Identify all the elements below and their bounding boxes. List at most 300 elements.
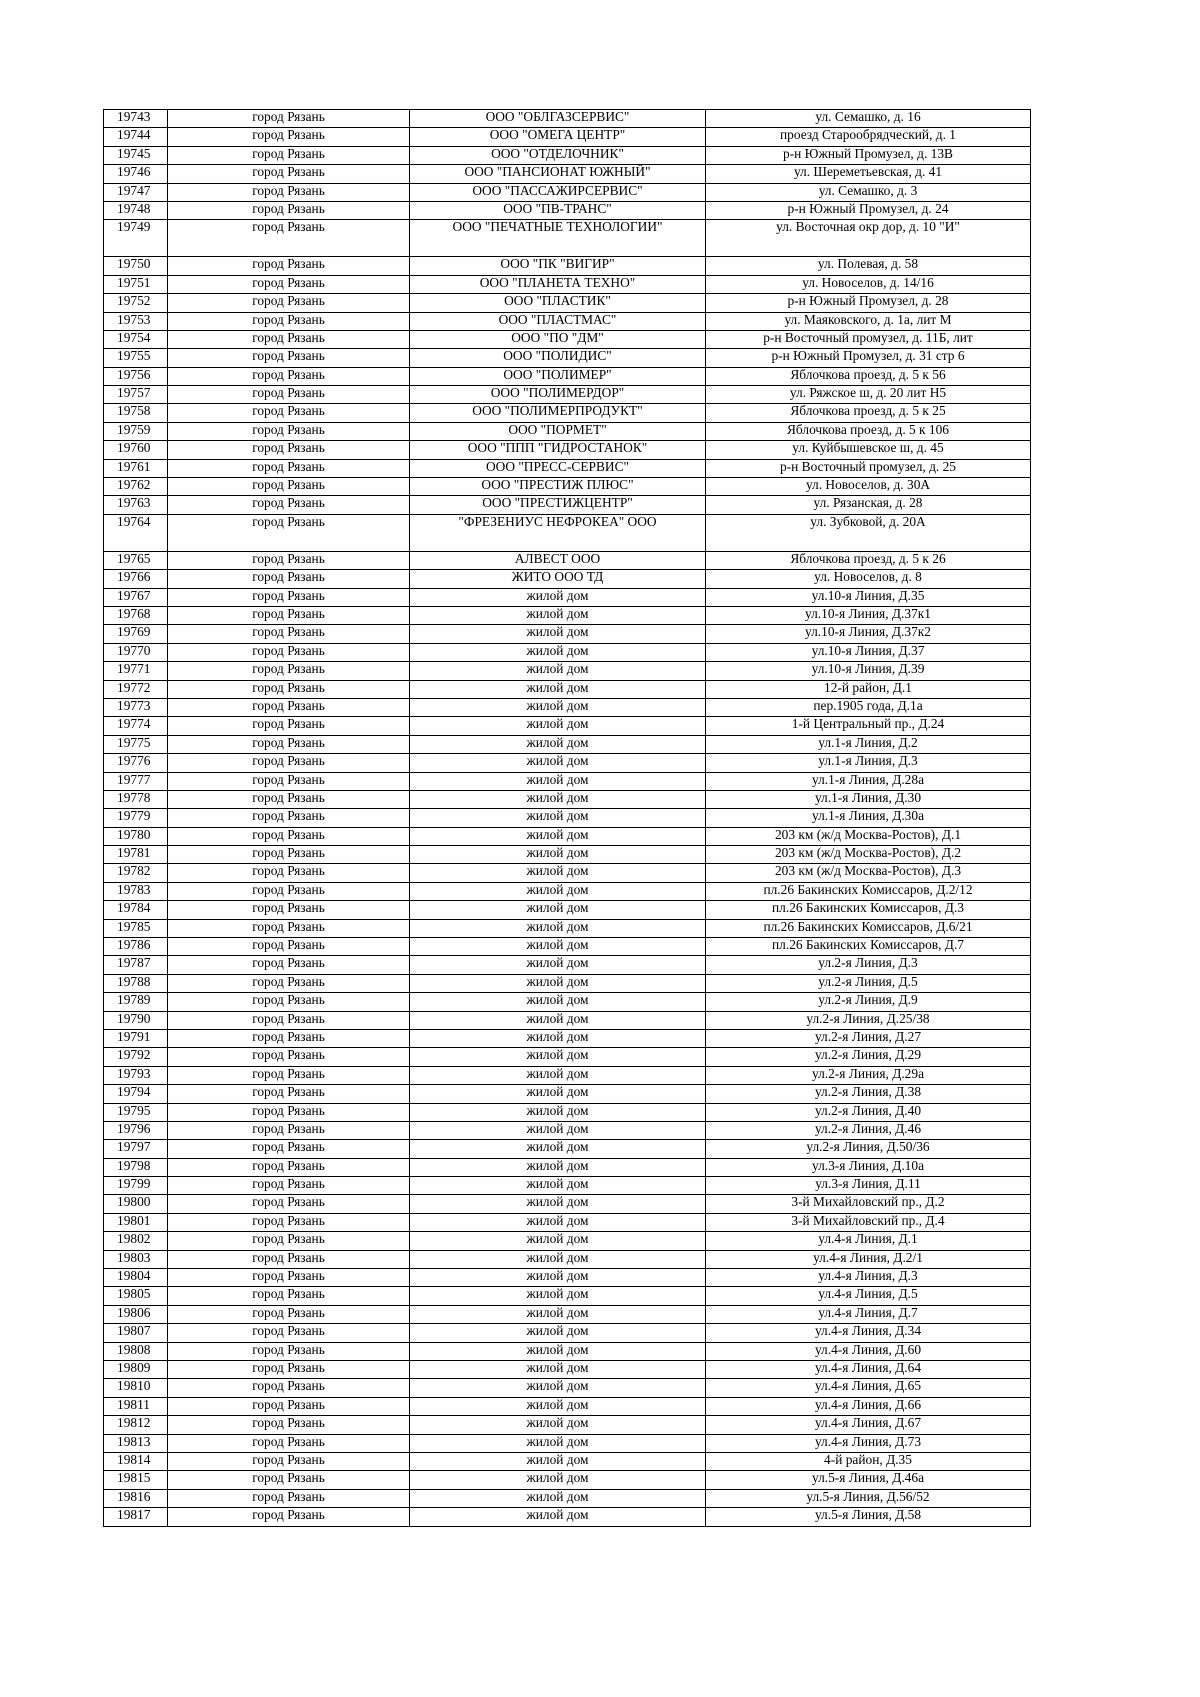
row-number: 19806	[104, 1305, 168, 1323]
city-cell: город Рязань	[168, 1011, 410, 1029]
address-cell: ул.5-я Линия, Д.56/52	[706, 1489, 1031, 1507]
row-number: 19745	[104, 146, 168, 164]
table-row	[104, 330, 1031, 348]
object-name-cell: жилой дом	[410, 790, 706, 808]
city-cell: город Рязань	[168, 1489, 410, 1507]
table-row	[104, 643, 1031, 661]
address-cell: р-н Южный Промузел, д. 24	[706, 201, 1031, 219]
address-cell: 203 км (ж/д Москва-Ростов), Д.3	[706, 864, 1031, 882]
table-row	[104, 827, 1031, 845]
row-number: 19753	[104, 312, 168, 330]
row-number: 19779	[104, 809, 168, 827]
table-row	[104, 514, 1031, 551]
object-name-cell: жилой дом	[410, 698, 706, 716]
city-cell: город Рязань	[168, 294, 410, 312]
row-number: 19769	[104, 625, 168, 643]
address-cell: р-н Южный Промузел, д. 13В	[706, 146, 1031, 164]
table-row	[104, 974, 1031, 992]
table-row	[104, 919, 1031, 937]
city-cell: город Рязань	[168, 1361, 410, 1379]
row-number: 19815	[104, 1471, 168, 1489]
object-name-cell: ООО "ПЕЧАТНЫЕ ТЕХНОЛОГИИ"	[410, 220, 706, 257]
table-row	[104, 478, 1031, 496]
city-cell: город Рязань	[168, 1140, 410, 1158]
city-cell: город Рязань	[168, 790, 410, 808]
city-cell: город Рязань	[168, 846, 410, 864]
city-cell: город Рязань	[168, 1103, 410, 1121]
row-number: 19782	[104, 864, 168, 882]
row-number: 19814	[104, 1452, 168, 1470]
row-number: 19781	[104, 846, 168, 864]
object-name-cell: жилой дом	[410, 717, 706, 735]
row-number: 19764	[104, 514, 168, 551]
address-cell: ул.4-я Линия, Д.73	[706, 1434, 1031, 1452]
row-number: 19795	[104, 1103, 168, 1121]
city-cell: город Рязань	[168, 496, 410, 514]
city-cell: город Рязань	[168, 974, 410, 992]
object-name-cell: "ФРЕЗЕНИУС НЕФРОКЕА" ООО	[410, 514, 706, 551]
object-name-cell: жилой дом	[410, 1121, 706, 1139]
table-row	[104, 680, 1031, 698]
address-cell: ул.4-я Линия, Д.65	[706, 1379, 1031, 1397]
city-cell: город Рязань	[168, 680, 410, 698]
object-name-cell: жилой дом	[410, 625, 706, 643]
address-cell: пл.26 Бакинских Комиссаров, Д.2/12	[706, 882, 1031, 900]
row-number: 19791	[104, 1029, 168, 1047]
object-name-cell: ООО "ОТДЕЛОЧНИК"	[410, 146, 706, 164]
row-number: 19761	[104, 459, 168, 477]
row-number: 19799	[104, 1177, 168, 1195]
object-name-cell: жилой дом	[410, 754, 706, 772]
table-row	[104, 404, 1031, 422]
table-row	[104, 146, 1031, 164]
address-cell: ул.1-я Линия, Д.3	[706, 754, 1031, 772]
city-cell: город Рязань	[168, 478, 410, 496]
city-cell: город Рязань	[168, 404, 410, 422]
address-cell: ул.4-я Линия, Д.5	[706, 1287, 1031, 1305]
row-number: 19811	[104, 1397, 168, 1415]
address-cell: ул.2-я Линия, Д.50/36	[706, 1140, 1031, 1158]
address-cell: Яблочкова проезд, д. 5 к 106	[706, 422, 1031, 440]
row-number: 19766	[104, 570, 168, 588]
row-number: 19808	[104, 1342, 168, 1360]
address-cell: пл.26 Бакинских Комиссаров, Д.3	[706, 901, 1031, 919]
object-name-cell: ООО "ПРЕСТИЖ ПЛЮС"	[410, 478, 706, 496]
city-cell: город Рязань	[168, 1232, 410, 1250]
table-row	[104, 496, 1031, 514]
object-name-cell: жилой дом	[410, 1195, 706, 1213]
table-row	[104, 625, 1031, 643]
row-number: 19797	[104, 1140, 168, 1158]
table-row	[104, 735, 1031, 753]
address-cell: ул.3-я Линия, Д.11	[706, 1177, 1031, 1195]
table-row	[104, 606, 1031, 624]
table-row	[104, 901, 1031, 919]
city-cell: город Рязань	[168, 1471, 410, 1489]
object-name-cell: ООО "ПАНСИОНАТ ЮЖНЫЙ"	[410, 165, 706, 183]
address-cell: ул.2-я Линия, Д.3	[706, 956, 1031, 974]
object-name-cell: жилой дом	[410, 1379, 706, 1397]
object-name-cell: жилой дом	[410, 938, 706, 956]
address-cell: ул.10-я Линия, Д.35	[706, 588, 1031, 606]
address-cell: ул.2-я Линия, Д.38	[706, 1085, 1031, 1103]
table-row	[104, 1158, 1031, 1176]
object-name-cell: жилой дом	[410, 1416, 706, 1434]
address-cell: ул.1-я Линия, Д.2	[706, 735, 1031, 753]
address-cell: ул.1-я Линия, Д.28а	[706, 772, 1031, 790]
city-cell: город Рязань	[168, 919, 410, 937]
city-cell: город Рязань	[168, 1085, 410, 1103]
city-cell: город Рязань	[168, 1305, 410, 1323]
table-row	[104, 1305, 1031, 1323]
object-name-cell: жилой дом	[410, 882, 706, 900]
table-row	[104, 349, 1031, 367]
city-cell: город Рязань	[168, 165, 410, 183]
object-name-cell: ООО "ОБЛГАЗСЕРВИС"	[410, 110, 706, 128]
address-cell: ул.4-я Линия, Д.7	[706, 1305, 1031, 1323]
city-cell: город Рязань	[168, 735, 410, 753]
address-cell: ул.4-я Линия, Д.1	[706, 1232, 1031, 1250]
city-cell: город Рязань	[168, 772, 410, 790]
address-cell: 4-й район, Д.35	[706, 1452, 1031, 1470]
table-row	[104, 938, 1031, 956]
table-row	[104, 1508, 1031, 1526]
table-row	[104, 1121, 1031, 1139]
table-row	[104, 1213, 1031, 1231]
table-row	[104, 1416, 1031, 1434]
address-cell: ул. Новоселов, д. 30А	[706, 478, 1031, 496]
row-number: 19758	[104, 404, 168, 422]
table-row	[104, 1103, 1031, 1121]
row-number: 19794	[104, 1085, 168, 1103]
row-number: 19792	[104, 1048, 168, 1066]
address-cell: ул. Куйбышевское ш, д. 45	[706, 441, 1031, 459]
address-cell: ул. Новоселов, д. 8	[706, 570, 1031, 588]
address-cell: ул.4-я Линия, Д.60	[706, 1342, 1031, 1360]
table-row	[104, 201, 1031, 219]
table-row	[104, 1434, 1031, 1452]
city-cell: город Рязань	[168, 1177, 410, 1195]
table-row	[104, 993, 1031, 1011]
address-cell: ул.4-я Линия, Д.3	[706, 1269, 1031, 1287]
row-number: 19772	[104, 680, 168, 698]
object-name-cell: жилой дом	[410, 735, 706, 753]
address-cell: 3-й Михайловский пр., Д.4	[706, 1213, 1031, 1231]
table-row	[104, 1287, 1031, 1305]
object-name-cell: жилой дом	[410, 1158, 706, 1176]
object-name-cell: жилой дом	[410, 1029, 706, 1047]
row-number: 19784	[104, 901, 168, 919]
row-number: 19802	[104, 1232, 168, 1250]
table-row	[104, 570, 1031, 588]
table-row	[104, 1029, 1031, 1047]
object-name-cell: жилой дом	[410, 1342, 706, 1360]
table-row	[104, 128, 1031, 146]
city-cell: город Рязань	[168, 1508, 410, 1526]
object-name-cell: ООО "ПОЛИМЕРПРОДУКТ"	[410, 404, 706, 422]
address-cell: ул.1-я Линия, Д.30	[706, 790, 1031, 808]
address-cell: ул.3-я Линия, Д.10а	[706, 1158, 1031, 1176]
table-row	[104, 1011, 1031, 1029]
table-row	[104, 1324, 1031, 1342]
table-row	[104, 1452, 1031, 1470]
table-row	[104, 1232, 1031, 1250]
city-cell: город Рязань	[168, 882, 410, 900]
row-number: 19817	[104, 1508, 168, 1526]
object-name-cell: жилой дом	[410, 827, 706, 845]
table-row	[104, 165, 1031, 183]
address-cell: ул. Маяковского, д. 1а, лит М	[706, 312, 1031, 330]
object-name-cell: ООО "ПАССАЖИРСЕРВИС"	[410, 183, 706, 201]
row-number: 19743	[104, 110, 168, 128]
row-number: 19765	[104, 551, 168, 569]
city-cell: город Рязань	[168, 901, 410, 919]
table-row	[104, 1397, 1031, 1415]
table-row	[104, 717, 1031, 735]
city-cell: город Рязань	[168, 938, 410, 956]
table-row	[104, 698, 1031, 716]
row-number: 19744	[104, 128, 168, 146]
table-row	[104, 1250, 1031, 1268]
address-cell: 3-й Михайловский пр., Д.2	[706, 1195, 1031, 1213]
object-name-cell: ООО "ПО "ДМ"	[410, 330, 706, 348]
table-row	[104, 846, 1031, 864]
city-cell: город Рязань	[168, 754, 410, 772]
address-cell: р-н Восточный промузел, д. 11Б, лит	[706, 330, 1031, 348]
city-cell: город Рязань	[168, 1379, 410, 1397]
address-cell: ул.10-я Линия, Д.39	[706, 662, 1031, 680]
row-number: 19801	[104, 1213, 168, 1231]
object-name-cell: ООО "ОМЕГА ЦЕНТР"	[410, 128, 706, 146]
table-row	[104, 1269, 1031, 1287]
row-number: 19790	[104, 1011, 168, 1029]
row-number: 19750	[104, 257, 168, 275]
row-number: 19756	[104, 367, 168, 385]
table-row	[104, 294, 1031, 312]
city-cell: город Рязань	[168, 1250, 410, 1268]
address-table	[103, 109, 1031, 1527]
address-cell: ул.2-я Линия, Д.9	[706, 993, 1031, 1011]
address-cell: ул. Семашко, д. 3	[706, 183, 1031, 201]
table-row	[104, 422, 1031, 440]
address-cell: ул. Новоселов, д. 14/16	[706, 275, 1031, 293]
city-cell: город Рязань	[168, 993, 410, 1011]
city-cell: город Рязань	[168, 128, 410, 146]
city-cell: город Рязань	[168, 110, 410, 128]
city-cell: город Рязань	[168, 146, 410, 164]
row-number: 19777	[104, 772, 168, 790]
object-name-cell: жилой дом	[410, 864, 706, 882]
object-name-cell: жилой дом	[410, 1269, 706, 1287]
city-cell: город Рязань	[168, 864, 410, 882]
city-cell: город Рязань	[168, 459, 410, 477]
address-cell: р-н Южный Промузел, д. 31 стр 6	[706, 349, 1031, 367]
table-row	[104, 864, 1031, 882]
city-cell: город Рязань	[168, 606, 410, 624]
table-row	[104, 275, 1031, 293]
city-cell: город Рязань	[168, 625, 410, 643]
address-cell: ул. Ряжское ш, д. 20 лит Н5	[706, 386, 1031, 404]
table-row	[104, 1177, 1031, 1195]
table-row	[104, 662, 1031, 680]
city-cell: город Рязань	[168, 1195, 410, 1213]
table-row	[104, 772, 1031, 790]
city-cell: город Рязань	[168, 1416, 410, 1434]
object-name-cell: ООО "ПРЕСТИЖЦЕНТР"	[410, 496, 706, 514]
row-number: 19746	[104, 165, 168, 183]
city-cell: город Рязань	[168, 809, 410, 827]
object-name-cell: жилой дом	[410, 901, 706, 919]
object-name-cell: жилой дом	[410, 643, 706, 661]
table-row	[104, 588, 1031, 606]
table-row	[104, 1195, 1031, 1213]
row-number: 19768	[104, 606, 168, 624]
row-number: 19812	[104, 1416, 168, 1434]
table-row	[104, 1342, 1031, 1360]
city-cell: город Рязань	[168, 1324, 410, 1342]
object-name-cell: ООО "ПОЛИМЕР"	[410, 367, 706, 385]
city-cell: город Рязань	[168, 422, 410, 440]
address-cell: р-н Восточный промузел, д. 25	[706, 459, 1031, 477]
city-cell: город Рязань	[168, 717, 410, 735]
city-cell: город Рязань	[168, 257, 410, 275]
row-number: 19771	[104, 662, 168, 680]
row-number: 19767	[104, 588, 168, 606]
row-number: 19805	[104, 1287, 168, 1305]
table-row	[104, 459, 1031, 477]
row-number: 19788	[104, 974, 168, 992]
row-number: 19755	[104, 349, 168, 367]
object-name-cell: жилой дом	[410, 1250, 706, 1268]
row-number: 19816	[104, 1489, 168, 1507]
object-name-cell: жилой дом	[410, 1471, 706, 1489]
table-row	[104, 367, 1031, 385]
row-number: 19798	[104, 1158, 168, 1176]
address-cell: ул. Рязанская, д. 28	[706, 496, 1031, 514]
object-name-cell: жилой дом	[410, 1177, 706, 1195]
table-row	[104, 257, 1031, 275]
city-cell: город Рязань	[168, 514, 410, 551]
object-name-cell: жилой дом	[410, 1361, 706, 1379]
table-row	[104, 312, 1031, 330]
city-cell: город Рязань	[168, 570, 410, 588]
row-number: 19757	[104, 386, 168, 404]
address-cell: ул. Шереметьевская, д. 41	[706, 165, 1031, 183]
city-cell: город Рязань	[168, 588, 410, 606]
object-name-cell: жилой дом	[410, 772, 706, 790]
city-cell: город Рязань	[168, 1213, 410, 1231]
city-cell: город Рязань	[168, 349, 410, 367]
object-name-cell: ООО "ПЛАСТМАС"	[410, 312, 706, 330]
row-number: 19774	[104, 717, 168, 735]
address-cell: 203 км (ж/д Москва-Ростов), Д.2	[706, 846, 1031, 864]
row-number: 19759	[104, 422, 168, 440]
address-cell: р-н Южный Промузел, д. 28	[706, 294, 1031, 312]
row-number: 19803	[104, 1250, 168, 1268]
object-name-cell: АЛВЕСТ ООО	[410, 551, 706, 569]
row-number: 19751	[104, 275, 168, 293]
row-number: 19800	[104, 1195, 168, 1213]
table-row	[104, 551, 1031, 569]
object-name-cell: ООО "ПЛАНЕТА ТЕХНО"	[410, 275, 706, 293]
object-name-cell: жилой дом	[410, 956, 706, 974]
object-name-cell: жилой дом	[410, 1048, 706, 1066]
object-name-cell: жилой дом	[410, 1103, 706, 1121]
city-cell: город Рязань	[168, 441, 410, 459]
row-number: 19789	[104, 993, 168, 1011]
table-row	[104, 1489, 1031, 1507]
object-name-cell: жилой дом	[410, 1213, 706, 1231]
table-row	[104, 1066, 1031, 1084]
address-cell: ул.4-я Линия, Д.64	[706, 1361, 1031, 1379]
address-cell: ул.2-я Линия, Д.40	[706, 1103, 1031, 1121]
table-row	[104, 220, 1031, 257]
object-name-cell: ООО "ПОЛИДИС"	[410, 349, 706, 367]
address-cell: ул. Восточная окр дор, д. 10 "И"	[706, 220, 1031, 257]
row-number: 19762	[104, 478, 168, 496]
address-cell: ул.10-я Линия, Д.37к1	[706, 606, 1031, 624]
object-name-cell: жилой дом	[410, 606, 706, 624]
address-cell: Яблочкова проезд, д. 5 к 26	[706, 551, 1031, 569]
object-name-cell: жилой дом	[410, 974, 706, 992]
object-name-cell: ООО "ППП "ГИДРОСТАНОК"	[410, 441, 706, 459]
city-cell: город Рязань	[168, 1342, 410, 1360]
table-row	[104, 1140, 1031, 1158]
row-number: 19813	[104, 1434, 168, 1452]
object-name-cell: ООО "ПВ-ТРАНС"	[410, 201, 706, 219]
address-cell: ул.2-я Линия, Д.27	[706, 1029, 1031, 1047]
address-cell: ул.2-я Линия, Д.29а	[706, 1066, 1031, 1084]
city-cell: город Рязань	[168, 698, 410, 716]
object-name-cell: жилой дом	[410, 662, 706, 680]
row-number: 19804	[104, 1269, 168, 1287]
address-cell: Яблочкова проезд, д. 5 к 56	[706, 367, 1031, 385]
row-number: 19786	[104, 938, 168, 956]
table-row	[104, 1048, 1031, 1066]
table-row	[104, 956, 1031, 974]
city-cell: город Рязань	[168, 183, 410, 201]
object-name-cell: жилой дом	[410, 1452, 706, 1470]
row-number: 19760	[104, 441, 168, 459]
city-cell: город Рязань	[168, 1158, 410, 1176]
object-name-cell: ООО "ПОЛИМЕРДОР"	[410, 386, 706, 404]
row-number: 19776	[104, 754, 168, 772]
row-number: 19783	[104, 882, 168, 900]
row-number: 19775	[104, 735, 168, 753]
city-cell: город Рязань	[168, 1029, 410, 1047]
table-row	[104, 1379, 1031, 1397]
object-name-cell: жилой дом	[410, 919, 706, 937]
address-cell: пл.26 Бакинских Комиссаров, Д.7	[706, 938, 1031, 956]
address-cell: ул.10-я Линия, Д.37к2	[706, 625, 1031, 643]
row-number: 19748	[104, 201, 168, 219]
city-cell: город Рязань	[168, 201, 410, 219]
object-name-cell: ООО "ПК "ВИГИР"	[410, 257, 706, 275]
city-cell: город Рязань	[168, 367, 410, 385]
address-cell: пл.26 Бакинских Комиссаров, Д.6/21	[706, 919, 1031, 937]
address-cell: Яблочкова проезд, д. 5 к 25	[706, 404, 1031, 422]
object-name-cell: жилой дом	[410, 1305, 706, 1323]
city-cell: город Рязань	[168, 330, 410, 348]
object-name-cell: жилой дом	[410, 1232, 706, 1250]
row-number: 19770	[104, 643, 168, 661]
address-cell: ул.2-я Линия, Д.46	[706, 1121, 1031, 1139]
city-cell: город Рязань	[168, 827, 410, 845]
address-cell: 203 км (ж/д Москва-Ростов), Д.1	[706, 827, 1031, 845]
row-number: 19809	[104, 1361, 168, 1379]
object-name-cell: жилой дом	[410, 1489, 706, 1507]
row-number: 19785	[104, 919, 168, 937]
